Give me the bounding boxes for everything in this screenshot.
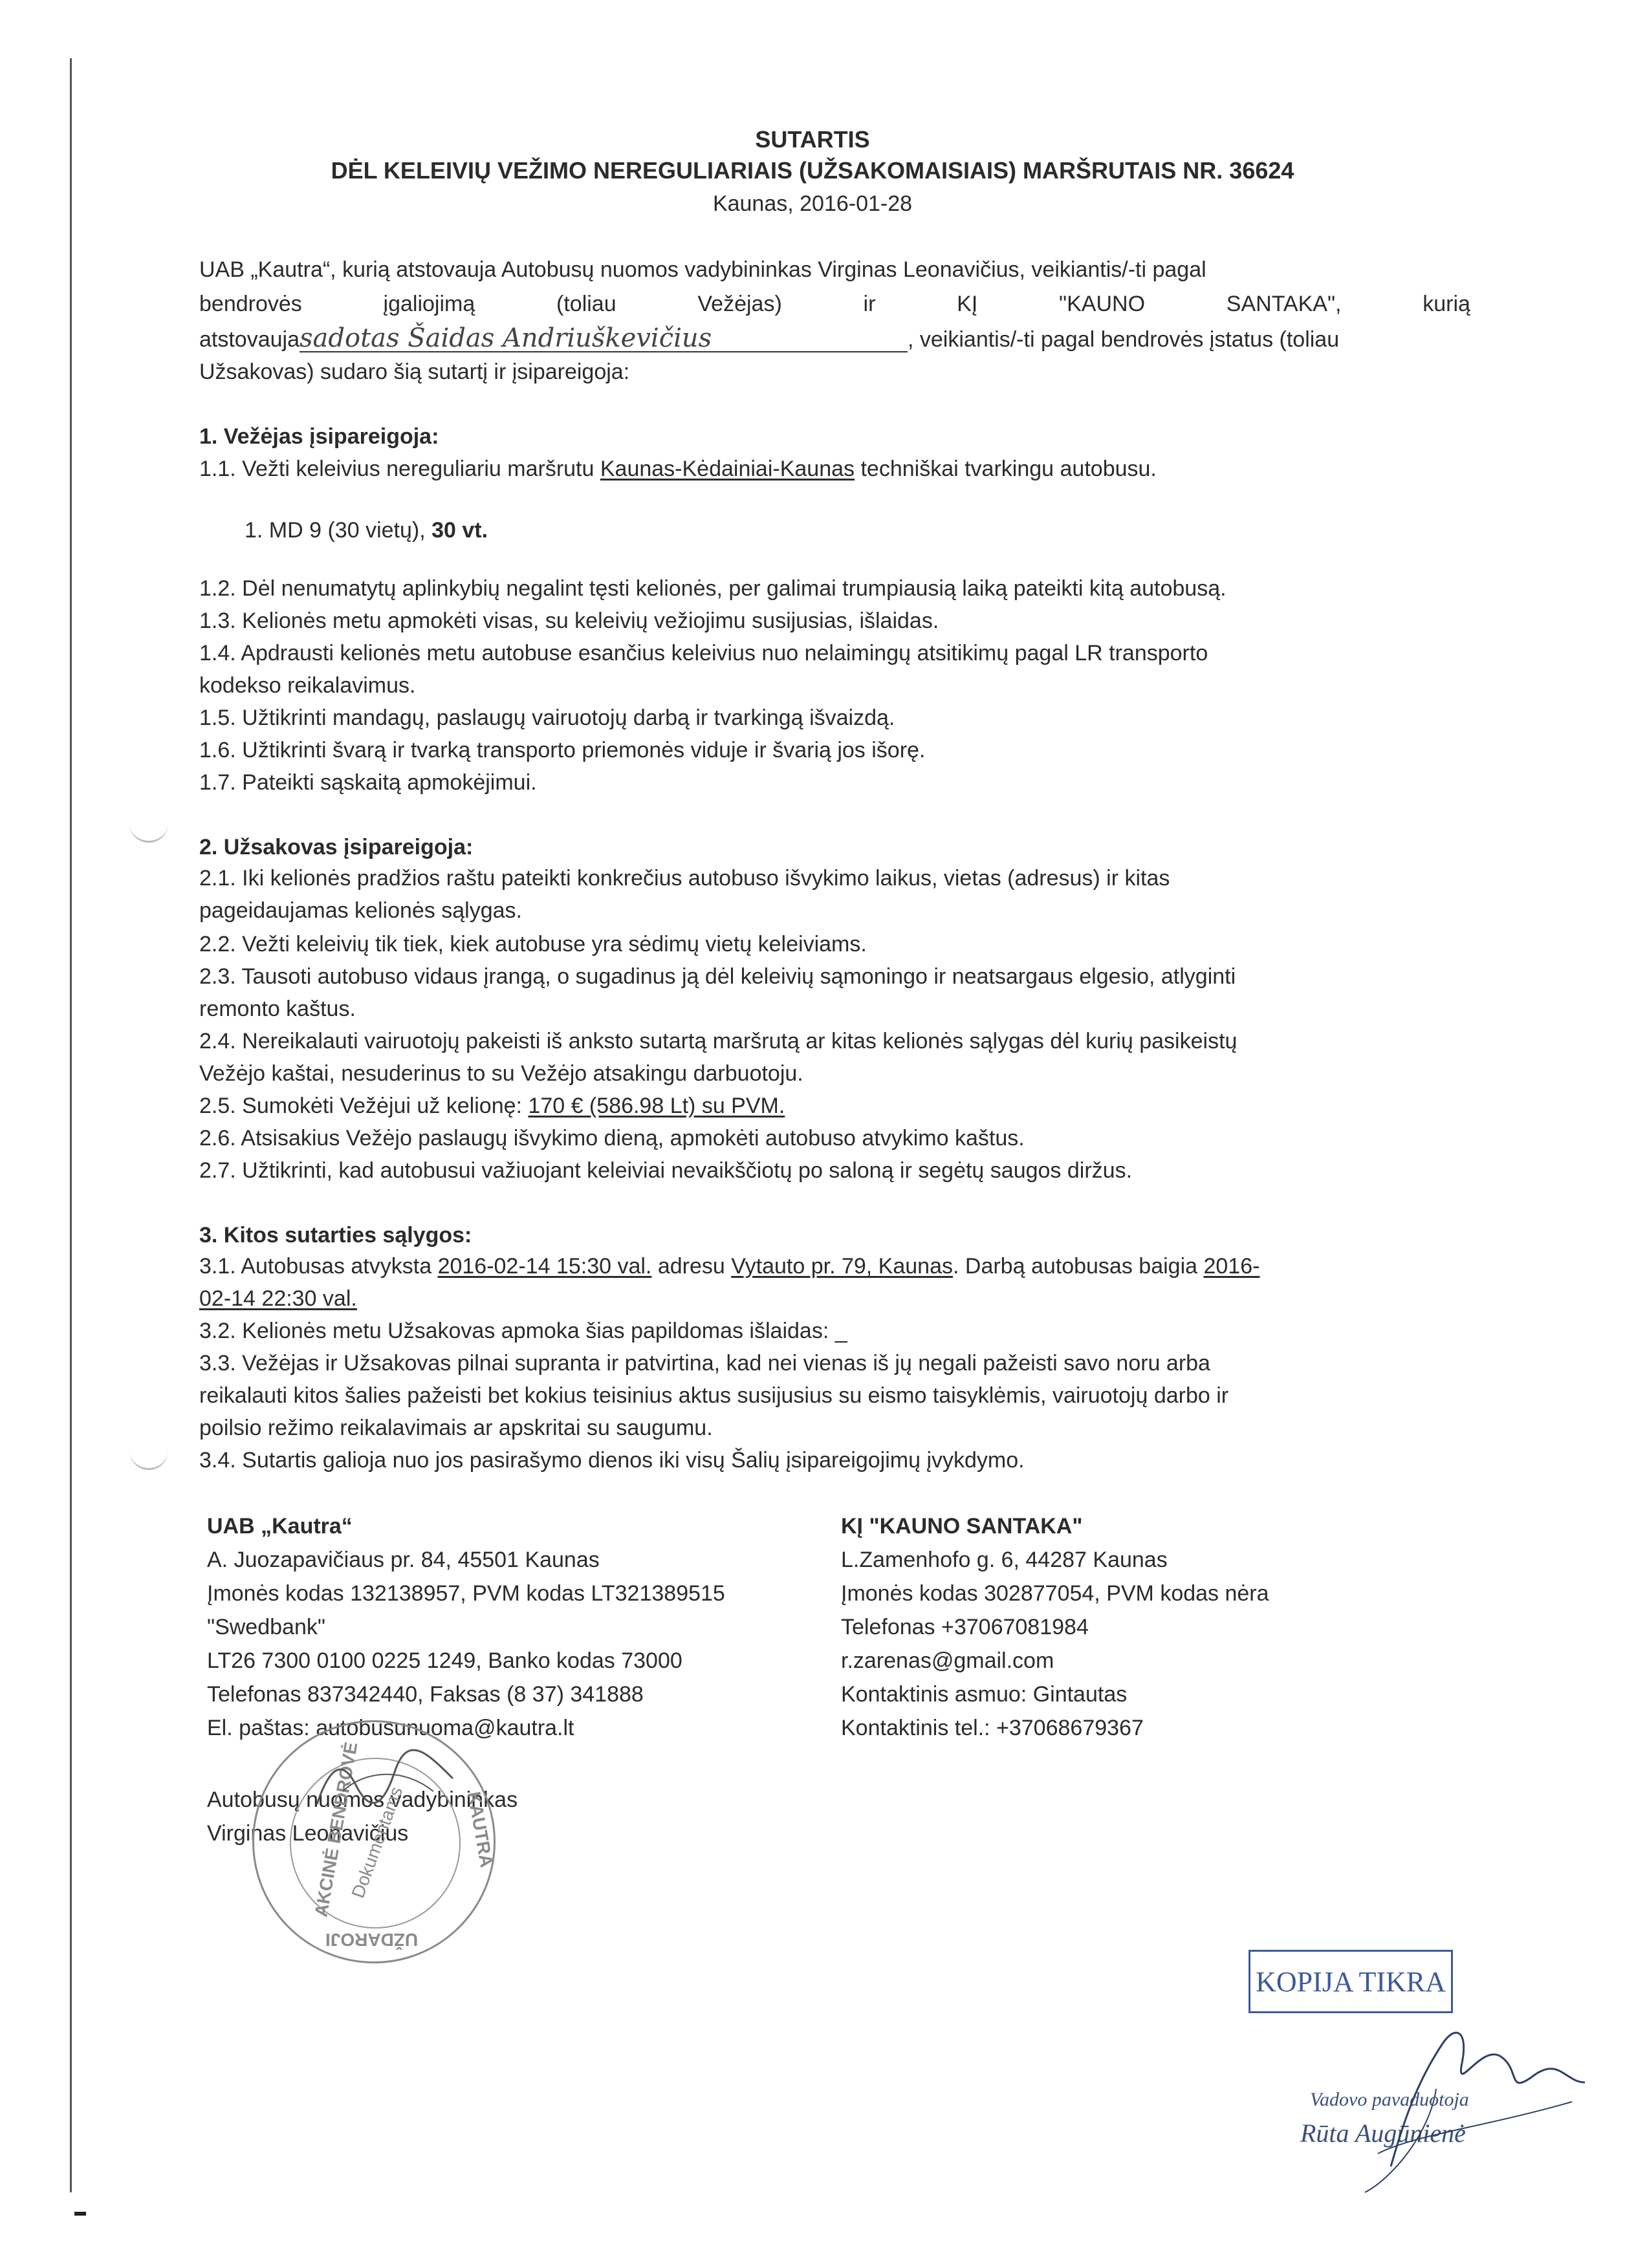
clause-3-3: 3.3. Vežėjas ir Užsakovas pilnai supranta ir patvirtina, kad nei vienas iš jų negali pažeisti savo noru arba	[199, 1351, 1210, 1376]
intro-word: (toliau	[556, 292, 616, 316]
intro-line-1: UAB „Kautra“, kurią atstovauja Autobusų nuomos vadybininkas Virginas Leonavičius, veikiantis/-ti pagal	[199, 257, 1206, 282]
clause-1-7: 1.7. Pateikti sąskaitą apmokėjimui.	[199, 770, 537, 795]
intro-word: kurią	[1423, 292, 1470, 316]
clause-2-1: 2.1. Iki kelionės pradžios raštu pateikti konkrečius autobuso išvykimo laikus, vietas (adresus) ir kitas	[199, 866, 1170, 891]
document-subtitle: DĖL KELEIVIŲ VEŽIMO NEREGULIARIAIS (UŽSAKOMAISIAIS) MARŠRUTAIS NR. 36624	[331, 157, 1294, 184]
scan-mark	[74, 2212, 86, 2216]
customer-contact-person: Kontaktinis asmuo: Gintautas	[841, 1682, 1128, 1707]
clause-1-4: 1.4. Apdrausti kelionės metu autobuse esančius keleivius nuo nelaimingų atsitikimų pagal LR transporto	[199, 641, 1208, 665]
intro-word: KĮ	[957, 292, 978, 316]
price-value: 170 € (586.98 Lt) su PVM.	[528, 1094, 785, 1118]
clause-text: 3.1. Autobusas atvyksta	[199, 1254, 438, 1279]
clause-2-4: 2.4. Nereikalauti vairuotojų pakeisti iš anksto sutartą maršrutą ar kitas kelionės sąlygas dėl kurių pasikeistų	[199, 1029, 1238, 1053]
representative-suffix: , veikiantis/-ti pagal bendrovės įstatus (toliau	[908, 327, 1340, 352]
clause-2-3: 2.3. Tausoti autobuso vidaus įrangą, o sugadinus ją dėl keleivių sąmoningo ir neatsargaus elgesio, atlyginti	[199, 964, 1236, 989]
clause-text: 2.5. Sumokėti Vežėjui už kelionę:	[199, 1094, 529, 1118]
stamp-text-bottom: UŽDAROJI	[325, 1930, 419, 1950]
intro-line-3	[199, 325, 1339, 352]
carrier-signer-title: Autobusų nuomos vadybininkas	[207, 1787, 518, 1812]
certifier-title: Vadovo pavaduotoja	[1310, 2089, 1469, 2110]
clause-3-3-cont: reikalauti kitos šalies pažeisti bet kokius teisinius aktus susijusius su eismo taisyklėmis, vairuotojų darbo ir	[199, 1383, 1229, 1408]
intro-word: SANTAKA",	[1226, 292, 1342, 316]
clause-2-5	[199, 1093, 785, 1119]
stamp-text-left: AKCINĖ BENDROVĖ	[311, 1740, 362, 1919]
carrier-address: A. Juozapavičiaus pr. 84, 45501 Kaunas	[207, 1548, 600, 1572]
section-3-heading: 3. Kitos sutarties sąlygos:	[199, 1223, 472, 1247]
representative-handwritten-name: sadotas Šaidas Andriuškevičius	[300, 325, 908, 352]
clause-1-2: 1.2. Dėl nenumatytų aplinkybių negalint tęsti kelionės, per galimai trumpiausią laiką pateikti kitą autobusą.	[199, 576, 1227, 601]
stamp-text-center: Dokumentams	[347, 1784, 407, 1901]
customer-contact-phone: Kontaktinis tel.: +37068679367	[841, 1716, 1144, 1740]
document-title: SUTARTIS	[755, 126, 870, 153]
clause-1-3: 1.3. Kelionės metu apmokėti visas, su keleivių vežiojimu susijusias, išlaidas.	[199, 609, 939, 633]
clause-text: adresu	[651, 1254, 732, 1279]
intro-word: Vežėjas)	[697, 292, 782, 316]
carrier-signature	[304, 1746, 472, 1817]
customer-phone: Telefonas +37067081984	[841, 1615, 1089, 1639]
bus-seats: 30 vt.	[431, 518, 488, 543]
customer-name: KĮ "KAUNO SANTAKA"	[841, 1514, 1083, 1539]
end-time-cont: 02-14 22:30 val.	[199, 1286, 357, 1311]
clause-2-7: 2.7. Užtikrinti, kad autobusui važiuojant keleiviai nevaikščiotų po saloną ir segėtų saugos diržus.	[199, 1158, 1133, 1183]
intro-word: įgaliojimą	[383, 292, 475, 316]
section-2-heading: 2. Užsakovas įsipareigoja:	[199, 835, 474, 859]
customer-codes: Įmonės kodas 302877054, PVM kodas nėra	[841, 1581, 1269, 1606]
bus-item	[245, 517, 488, 543]
clause-2-1-cont: pageidaujamas kelionės sąlygas.	[199, 898, 522, 923]
representative-label: atstovauja	[199, 327, 300, 352]
clause-3-4: 3.4. Sutartis galioja nuo jos pasirašymo dienos iki visų Šalių įsipareigojimų įvykdymo.	[199, 1448, 1025, 1473]
clause-2-2: 2.2. Vežti keleivių tik tiek, kiek autobuse yra sėdimų vietų keleiviams.	[199, 932, 867, 956]
clause-2-4-cont: Vežėjo kaštai, nesuderinus to su Vežėjo atsakingu darbuotoju.	[199, 1061, 803, 1086]
end-time: 2016-	[1203, 1254, 1260, 1279]
carrier-codes: Įmonės kodas 132138957, PVM kodas LT321389515	[207, 1581, 725, 1606]
clause-2-3-cont: remonto kaštus.	[199, 997, 356, 1021]
customer-address: L.Zamenhofo g. 6, 44287 Kaunas	[841, 1548, 1168, 1572]
punch-hole-mark	[129, 815, 168, 843]
section-1-heading: 1. Vežėjas įsipareigoja:	[199, 424, 439, 449]
stamp-text-right: KAUTRA	[464, 1790, 497, 1869]
left-margin-line	[70, 58, 72, 2192]
intro-line-4: Užsakovas) sudaro šią sutartį ir įsipareigoja:	[199, 360, 630, 384]
carrier-email: El. paštas: autobusunuoma@kautra.lt	[207, 1716, 574, 1740]
intro-line-2	[199, 291, 1470, 317]
clause-3-1	[199, 1253, 1260, 1279]
clause-1-5: 1.5. Užtikrinti mandagų, paslaugų vairuotojų darbą ir tvarkingą išvaizdą.	[199, 706, 895, 730]
clause-3-3-cont: poilsio režimo reikalavimais ar apskritai su saugumu.	[199, 1416, 713, 1440]
intro-word: ir	[863, 292, 876, 316]
clause-1-1	[199, 456, 1157, 482]
certifier-name: Rūta Augūnienė	[1300, 2119, 1466, 2148]
clause-text: . Darbą autobusas baigia	[953, 1254, 1204, 1279]
arrival-address: Vytauto pr. 79, Kaunas	[731, 1254, 953, 1279]
intro-word: bendrovės	[199, 292, 302, 316]
clause-text: 1.1. Vežti keleivius nereguliariu maršrutu	[199, 457, 600, 481]
route-value: Kaunas-Kėdainiai-Kaunas	[600, 457, 855, 481]
carrier-name: UAB „Kautra“	[207, 1514, 353, 1539]
punch-hole-mark	[129, 1442, 168, 1470]
carrier-signer-name: Virginas Leonavičius	[207, 1821, 409, 1846]
clause-1-6: 1.6. Užtikrinti švarą ir tvarką transporto priemonės viduje ir švarią jos išorę.	[199, 738, 926, 762]
arrival-time: 2016-02-14 15:30 val.	[437, 1254, 652, 1279]
customer-email: r.zarenas@gmail.com	[841, 1648, 1054, 1673]
carrier-account: LT26 7300 0100 0225 1249, Banko kodas 73000	[207, 1648, 682, 1673]
certifier-signature	[1352, 2005, 1598, 2199]
clause-text: techniškai tvarkingu autobusu.	[855, 457, 1157, 481]
clause-1-4-cont: kodekso reikalavimus.	[199, 673, 416, 698]
intro-word: "KAUNO	[1059, 292, 1146, 316]
clause-2-6: 2.6. Atsisakius Vežėjo paslaugų išvykimo dieną, apmokėti autobuso atvykimo kaštus.	[199, 1126, 1025, 1150]
carrier-phone: Telefonas 837342440, Faksas (8 37) 341888	[207, 1682, 644, 1707]
copy-certified-stamp: KOPIJA TIKRA	[1249, 1950, 1453, 2013]
clause-3-2: 3.2. Kelionės metu Užsakovas apmoka šias papildomas išlaidas: _	[199, 1319, 847, 1343]
carrier-bank: "Swedbank"	[207, 1615, 325, 1639]
place-date: Kaunas, 2016-01-28	[712, 191, 913, 216]
bus-type: 1. MD 9 (30 vietų),	[245, 518, 432, 543]
